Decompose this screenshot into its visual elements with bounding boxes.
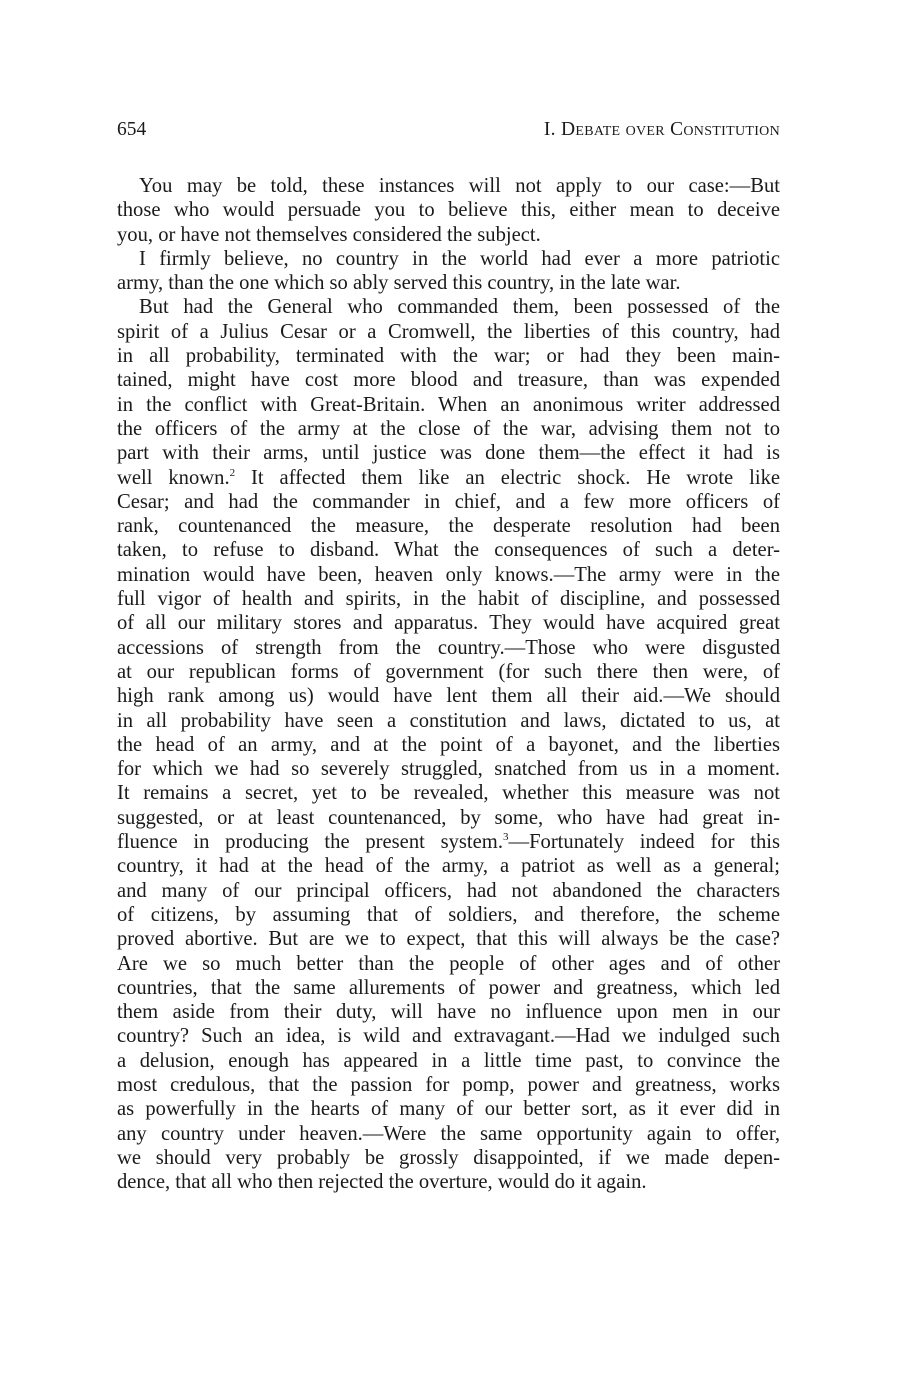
body-text <box>117 174 780 1194</box>
text-line: proved abortive. But are we to expect, that this will always be the case? <box>117 928 780 951</box>
text-line: high rank among us) would have lent them all their aid.—We should <box>117 685 780 708</box>
text-line: a delusion, enough has appeared in a little time past, to convince the <box>117 1049 780 1072</box>
text-line: mination would have been, heaven only knows.—The army were in the <box>117 563 780 586</box>
text-line: well known.$^2$ It affected them like an electric shock. He wrote like <box>117 466 781 489</box>
text-line: fluence in producing the present system.$^3$—Fortunately indeed for this <box>117 831 780 854</box>
text-line: country? Such an idea, is wild and extravagant.—Had we indulged such <box>117 1025 780 1048</box>
text-line: But had the General who commanded them, been possessed of the <box>139 296 780 319</box>
paragraph <box>117 295 780 1194</box>
footnote-ref: 3 <box>502 831 509 844</box>
text-line: country, it had at the head of the army, a patriot as well as a general; <box>117 855 780 878</box>
text-line: of citizens, by assuming that of soldiers, and therefore, the scheme <box>117 903 780 926</box>
text-line: dence, that all who then rejected the overture, would do it again. <box>117 1171 647 1194</box>
text-line: we should very probably be grossly disappointed, if we made depen- <box>117 1146 780 1169</box>
text-line: as powerfully in the hearts of many of our better sort, as it ever did in <box>117 1098 780 1121</box>
text-line: the officers of the army at the close of the war, advising them not to <box>117 417 780 440</box>
text-line: in the conflict with Great-Britain. When an anonimous writer addressed <box>117 393 780 416</box>
text-line: I firmly believe, no country in the world had ever a more patriotic <box>139 247 780 270</box>
text-line: army, than the one which so ably served this country, in the late war. <box>117 272 681 295</box>
running-title: I. Debate over Constitution <box>543 119 780 140</box>
text-line: Cesar; and had the commander in chief, and a few more officers of <box>117 490 780 513</box>
text-line: rank, countenanced the measure, the desperate resolution had been <box>117 515 780 538</box>
text-line: you, or have not themselves considered the subject. <box>117 223 541 246</box>
text-line: Are we so much better than the people of other ages and of other <box>117 952 780 975</box>
text-line: suggested, or at least countenanced, by some, who have had great in- <box>117 806 780 829</box>
text-line: those who would persuade you to believe this, either mean to deceive <box>117 199 780 222</box>
text-line: most credulous, that the passion for pomp, power and greatness, works <box>117 1073 780 1096</box>
text-line: accessions of strength from the country.—Those who were disgusted <box>117 636 780 659</box>
text-line: in all probability, terminated with the war; or had they been main- <box>117 345 780 368</box>
text-line: full vigor of health and spirits, in the habit of discipline, and possessed <box>117 588 780 611</box>
text-line: tained, might have cost more blood and treasure, than was expended <box>117 369 780 392</box>
text-line: of all our military stores and apparatus. They would have acquired great <box>117 612 780 635</box>
footnote-ref: 2 <box>229 466 236 479</box>
page-number: 654 <box>117 119 147 140</box>
text-line: for which we had so severely struggled, snatched from us in a moment. <box>117 758 780 781</box>
text-line: and many of our principal officers, had not abandoned the characters <box>117 879 780 902</box>
text-line: You may be told, these instances will not apply to our case:—But <box>139 175 780 197</box>
text-line: them aside from their duty, will have no influence upon men in our <box>117 1001 780 1024</box>
text-line: in all probability have seen a constitution and laws, dictated to us, at <box>117 709 780 732</box>
text-line: the head of an army, and at the point of a bayonet, and the liberties <box>117 733 780 756</box>
text-line: countries, that the same allurements of power and greatness, which led <box>117 976 780 999</box>
paragraph <box>117 174 780 247</box>
running-head <box>117 118 780 142</box>
text-line: at our republican forms of government (for such there then were, of <box>117 660 780 683</box>
text-line: It remains a secret, yet to be revealed, whether this measure was not <box>117 782 780 805</box>
text-line: taken, to refuse to disband. What the consequences of such a deter- <box>117 539 780 562</box>
text-line: part with their arms, until justice was done them—the effect it had is <box>117 442 780 465</box>
paragraph <box>117 247 780 296</box>
text-line: any country under heaven.—Were the same opportunity again to offer, <box>117 1122 780 1145</box>
page <box>117 118 780 1194</box>
text-line: spirit of a Julius Cesar or a Cromwell, the liberties of this country, had <box>117 320 780 343</box>
